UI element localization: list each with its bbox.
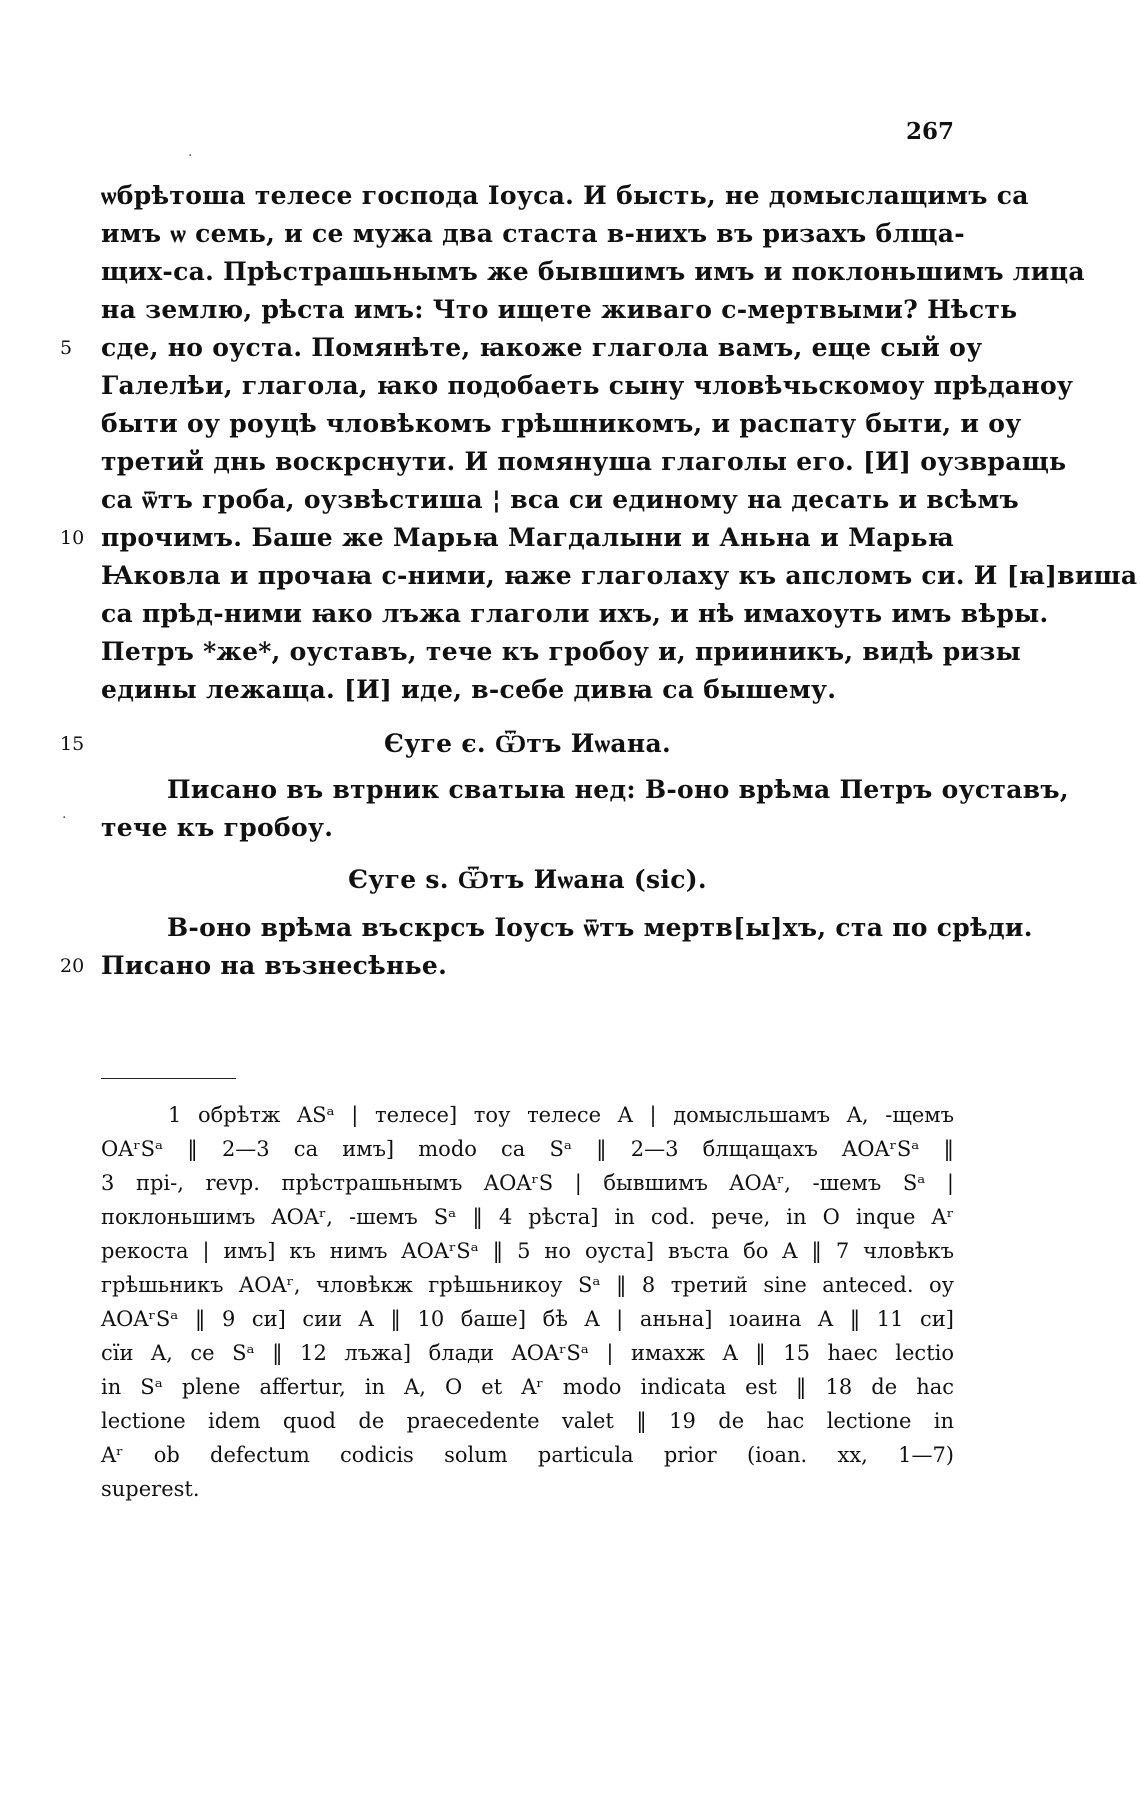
text-line: Писано на възнесѣнье. [101, 951, 448, 980]
text-line: са прѣд-ними ꙗко лъжа глаголи ихъ, и нѣ имахоуть имъ вѣры. [101, 599, 1049, 628]
section-heading: Єуге ѕ. Ѿтъ Иѡана (sic). [348, 865, 707, 894]
line-number: 10 [60, 527, 85, 549]
line-number: 5 [60, 337, 73, 359]
section-heading: Єуге є. Ѿтъ Иѡана. [384, 729, 671, 758]
footnote-line: superest. [101, 1477, 200, 1501]
text-line: сде, но оуста. Помянѣте, ꙗкоже глагола вамъ, еще сый оу [101, 333, 983, 362]
text-line: Галелѣи, глагола, ꙗко подобаеть сыну чловѣчьскомоу прѣданоу [101, 371, 1074, 400]
text-line: едины лежаща. [И] иде, в-себе дивꙗ са бышему. [101, 675, 837, 704]
text-line: Петръ *же*, оуставъ, тече къ гробоу и, прииникъ, видѣ ризы [101, 637, 1021, 666]
footnote-line: поклоньшимъ AOAʳ, -шемъ Sᵃ ‖ 4 рѣста] in cod. рече, in O inque Aʳ [101, 1205, 954, 1229]
footnote-line: сїи A, се Sᵃ ‖ 12 лъжа] блади AOAʳSᵃ | имахж A ‖ 15 haec lectio [101, 1341, 954, 1365]
text-line: са ѿтъ гроба, оузвѣстиша ¦ вса си единому на десать и всѣмъ [101, 485, 1019, 514]
text-line: на землю, рѣста имъ: Что ищете живаго с-мертвыми? Нѣсть [101, 295, 1018, 324]
text-line: ѡбрѣтоша телесе господа Іоуса. И бысть, не домыслащимъ са [101, 181, 1029, 210]
text-line: быти оу роуцѣ чловѣкомъ грѣшникомъ, и распату быти, и оу [101, 409, 1022, 438]
footnote-line: грѣшьникъ AOAʳ, чловѣкж грѣшьникоу Sᵃ ‖ 8 третий sine anteced. оу [101, 1273, 954, 1297]
text-line: Писано въ втрник сватыꙗ нед: В-оно врѣма Петръ оуставъ, [167, 775, 1069, 804]
text-line: щих-са. Прѣстрашьнымъ же бывшимъ имъ и поклоньшимъ лица [101, 257, 1085, 286]
stray-mark: · [188, 148, 193, 164]
text-line: Ꙗковла и прочаꙗ с-ними, ꙗже глаголаху къ апсломъ си. И [ꙗ]виша [101, 561, 1138, 590]
text-line: имъ ѡ семь, и се мужа два стаста в-нихъ въ ризахъ блща- [101, 219, 965, 248]
footnote-line: lectione idem quod de praecedente valet ‖ 19 de hac lectione in [101, 1409, 954, 1433]
text-line: В-оно врѣма въскрсъ Іоусъ ѿтъ мертв[ы]хъ, ста по срѣди. [167, 913, 1033, 942]
footnote-line: OAʳSᵃ ‖ 2—3 са имъ] modo са Sᵃ ‖ 2—3 блщащахъ AOAʳSᵃ ‖ [101, 1137, 954, 1161]
text-line: тече къ гробоу. [101, 813, 334, 842]
footnote-line: рекоста | имъ] къ нимъ AOAʳSᵃ ‖ 5 но оуста] въста бо A ‖ 7 чловѣкъ [101, 1239, 954, 1263]
footnote-line: 3 прі-, revр. прѣстрашьнымъ AOAʳS | бывшимъ AOAʳ, -шемъ Sᵃ | [101, 1171, 954, 1195]
page-number: 267 [905, 118, 954, 145]
text-line: третий днь воскрснути. И помянуша глаголы его. [И] оузвращь [101, 447, 1067, 476]
footnote-line: in Sᵃ plene affertur, in A, O et Aʳ modo indicata est ‖ 18 de hac [101, 1375, 954, 1399]
footnote-rule [101, 1078, 236, 1079]
line-number: 20 [60, 955, 85, 977]
stray-mark: · [62, 810, 67, 826]
footnote-line: Aʳ ob defectum codicis solum particula prior (ioan. xx, 1—7) [101, 1443, 954, 1467]
text-line: прочимъ. Баше же Марьꙗ Магдалыни и Аньна и Марьꙗ [101, 523, 954, 552]
footnote-line: AOAʳSᵃ ‖ 9 си] сии A ‖ 10 баше] бѣ A | аньна] ıоаина A ‖ 11 си] [101, 1307, 954, 1331]
footnote-line: 1 обрѣтж ASᵃ | телесе] тоу телесе A | домысльшамъ A, -щемъ [168, 1103, 954, 1127]
line-number: 15 [60, 733, 85, 755]
